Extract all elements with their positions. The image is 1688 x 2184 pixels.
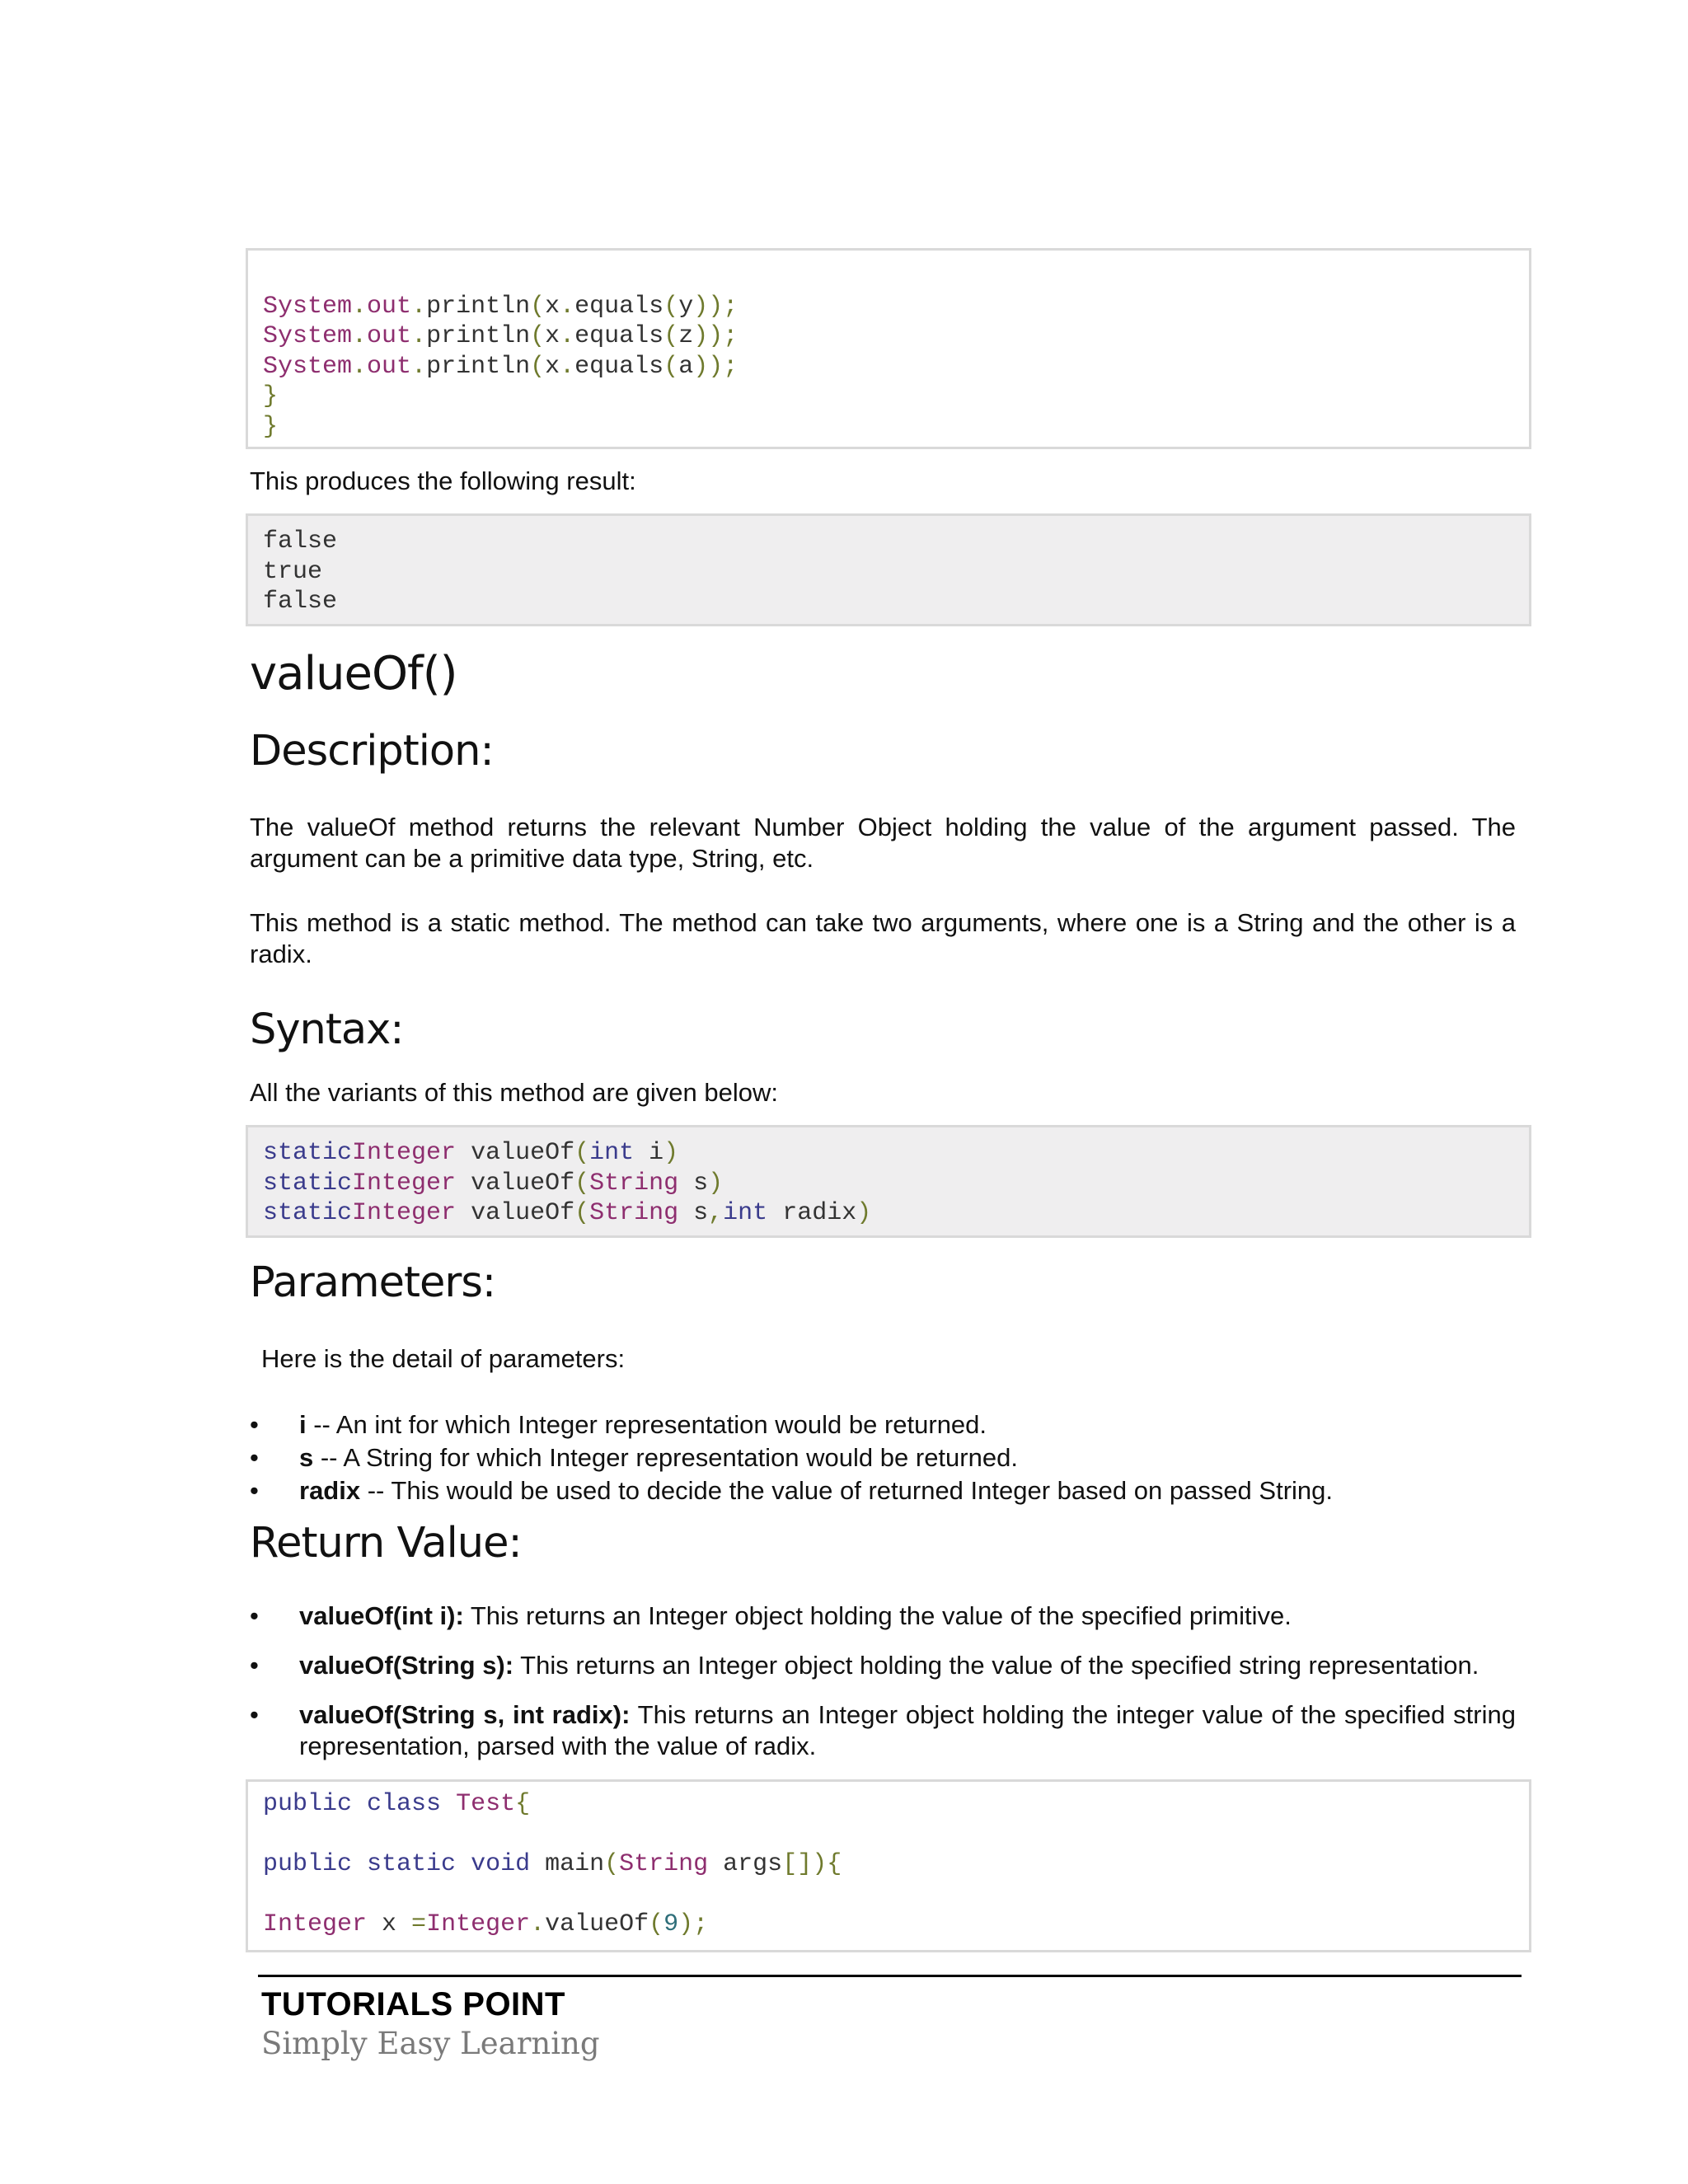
code-token <box>352 1790 367 1818</box>
output-block <box>246 513 1531 626</box>
footer-divider <box>258 1975 1522 1977</box>
code-token: System <box>263 352 353 381</box>
parameter-name: radix <box>299 1476 361 1505</box>
syntax-heading: Syntax: <box>250 1005 404 1054</box>
parameter-text: -- An int for which Integer representation would be returned. <box>306 1410 987 1439</box>
code-token: a <box>678 352 694 381</box>
code-token: println <box>426 322 531 350</box>
code-token: ( <box>574 1199 590 1227</box>
parameters-list <box>250 1409 1516 1508</box>
code-token: String <box>619 1850 709 1878</box>
code-token: true <box>263 557 323 586</box>
code-line <box>263 412 1529 443</box>
return-value-signature: valueOf(String s): <box>299 1651 514 1680</box>
return-value-text: This returns an Integer object holding the value of the specified string representation. <box>513 1651 1479 1680</box>
code-block-println <box>246 248 1531 449</box>
code-token: ( <box>663 352 679 381</box>
description-paragraph-1: The valueOf method returns the relevant Number Object holding the value of the argument passed. The argument can be a primitive data type, String, etc. <box>250 813 1516 873</box>
list-item <box>250 1601 1516 1632</box>
code-token: false <box>263 588 338 616</box>
code-token: . <box>352 322 368 350</box>
code-token: Integer <box>352 1139 457 1167</box>
footer-brand: TUTORIALS POINT <box>261 1986 565 2022</box>
parameters-heading: Parameters: <box>250 1258 496 1307</box>
output-lines <box>263 527 1529 617</box>
code-line <box>263 1910 1529 1940</box>
code-token: . <box>411 352 427 381</box>
code-token: false <box>263 527 338 555</box>
code-token: . <box>352 292 368 321</box>
code-token: public <box>263 1850 353 1878</box>
code-token: Integer <box>263 1910 368 1938</box>
code-line <box>263 382 1529 412</box>
list-item <box>250 1650 1516 1681</box>
bullet-icon: • <box>250 1601 259 1630</box>
code-lines <box>263 1789 1529 1940</box>
code-line <box>263 1169 1529 1199</box>
syntax-intro: All the variants of this method are given below: <box>250 1078 779 1107</box>
description-heading: Description: <box>250 727 494 776</box>
list-item <box>250 1475 1516 1508</box>
code-token: println <box>426 292 531 321</box>
code-token: ) <box>856 1199 872 1227</box>
code-token: x <box>367 1910 412 1938</box>
code-token: s <box>678 1169 709 1197</box>
code-token: valueOf <box>456 1139 575 1167</box>
return-value-text: This returns an Integer object holding the value of the specified primitive. <box>463 1601 1292 1630</box>
code-token: } <box>263 382 279 410</box>
code-token: static <box>367 1850 457 1878</box>
code-token: ) <box>708 1169 724 1197</box>
code-token: . <box>352 352 368 381</box>
code-token <box>352 1850 367 1878</box>
parameter-text: -- A String for which Integer representation would be returned. <box>313 1443 1018 1472</box>
code-token: . <box>560 292 575 321</box>
code-token: = <box>411 1910 427 1938</box>
list-item <box>250 1699 1516 1762</box>
code-token: } <box>263 412 279 441</box>
code-token: int <box>589 1139 635 1167</box>
return-value-signature: valueOf(int i): <box>299 1601 464 1630</box>
code-token: ( <box>663 322 679 350</box>
section-title: valueOf() <box>250 647 457 701</box>
code-token: ); <box>678 1910 709 1938</box>
code-line <box>263 557 1529 588</box>
code-token: . <box>560 352 575 381</box>
code-token: out <box>367 352 412 381</box>
code-token: println <box>426 352 531 381</box>
syntax-code-block <box>246 1125 1531 1238</box>
code-token: public <box>263 1790 353 1818</box>
code-token: x <box>545 292 560 321</box>
code-token: equals <box>574 352 664 381</box>
code-token: x <box>545 352 560 381</box>
code-token: { <box>515 1790 531 1818</box>
code-token: main <box>530 1850 605 1878</box>
return-value-heading: Return Value: <box>250 1519 522 1568</box>
code-line <box>263 1789 1529 1820</box>
code-token: Integer <box>426 1910 531 1938</box>
code-token: ( <box>574 1139 590 1167</box>
bullet-icon: • <box>250 1700 259 1729</box>
description-paragraph-2: This method is a static method. The method can take two arguments, where one is a String and the other is a radix. <box>250 908 1516 968</box>
code-token: z <box>678 322 694 350</box>
code-line <box>263 1198 1529 1229</box>
code-token: []){ <box>782 1850 842 1878</box>
code-token: 9 <box>663 1910 679 1938</box>
code-token: args <box>708 1850 783 1878</box>
code-line <box>263 1138 1529 1169</box>
code-line <box>263 321 1529 352</box>
parameter-name: i <box>299 1410 307 1439</box>
code-line <box>263 261 1529 292</box>
code-lines <box>263 261 1529 442</box>
code-block-test-class <box>246 1779 1531 1952</box>
code-token: . <box>530 1910 546 1938</box>
code-line <box>263 292 1529 322</box>
code-token: x <box>545 322 560 350</box>
code-token <box>441 1790 456 1818</box>
bullet-icon: • <box>250 1651 259 1680</box>
code-line <box>263 587 1529 617</box>
return-value-signature: valueOf(String s, int radix): <box>299 1700 631 1729</box>
code-token: ) <box>663 1139 679 1167</box>
code-token: static <box>263 1199 353 1227</box>
return-value-list <box>250 1601 1516 1762</box>
code-token: )); <box>693 292 738 321</box>
code-token: radix <box>767 1199 857 1227</box>
bullet-icon: • <box>250 1443 259 1472</box>
parameter-name: s <box>299 1443 314 1472</box>
code-token: s <box>678 1199 709 1227</box>
code-token: ( <box>574 1169 590 1197</box>
code-token: equals <box>574 292 664 321</box>
code-token: out <box>367 292 412 321</box>
code-token: String <box>589 1199 679 1227</box>
code-line <box>263 1820 1529 1850</box>
syntax-lines <box>263 1138 1529 1229</box>
code-token: valueOf <box>456 1169 575 1197</box>
code-line <box>263 1849 1529 1880</box>
code-token: valueOf <box>456 1199 575 1227</box>
code-token: . <box>560 322 575 350</box>
code-token: . <box>411 322 427 350</box>
code-token: ( <box>530 292 546 321</box>
bullet-icon: • <box>250 1410 259 1439</box>
result-intro: This produces the following result: <box>250 466 636 495</box>
code-token: ( <box>604 1850 620 1878</box>
code-token: ( <box>649 1910 664 1938</box>
code-token: ( <box>530 352 546 381</box>
return-value-text: This returns an Integer object holding the integer value of the specified string representation, parsed with the value of radix. <box>299 1700 1516 1760</box>
code-token: void <box>471 1850 531 1878</box>
code-token: )); <box>693 352 738 381</box>
code-line <box>263 1880 1529 1910</box>
code-token: ( <box>663 292 679 321</box>
code-token: Integer <box>352 1169 457 1197</box>
code-token: String <box>589 1169 679 1197</box>
list-item <box>250 1442 1516 1475</box>
code-token: , <box>708 1199 724 1227</box>
list-item <box>250 1409 1516 1442</box>
code-token: static <box>263 1139 353 1167</box>
code-token: i <box>634 1139 664 1167</box>
code-token: int <box>723 1199 768 1227</box>
code-token: Test <box>456 1790 516 1818</box>
code-token: Integer <box>352 1199 457 1227</box>
code-token: valueOf <box>545 1910 649 1938</box>
code-token: ( <box>530 322 546 350</box>
code-line <box>263 352 1529 382</box>
code-token: y <box>678 292 694 321</box>
bullet-icon: • <box>250 1476 259 1505</box>
code-token <box>456 1850 471 1878</box>
code-token: out <box>367 322 412 350</box>
code-line <box>263 527 1529 557</box>
code-token: )); <box>693 322 738 350</box>
code-token: . <box>411 292 427 321</box>
code-token: System <box>263 322 353 350</box>
parameter-text: -- This would be used to decide the value of returned Integer based on passed String. <box>360 1476 1334 1505</box>
parameters-intro: Here is the detail of parameters: <box>261 1344 626 1373</box>
code-token: class <box>367 1790 442 1818</box>
footer-tagline: Simply Easy Learning <box>261 2026 600 2061</box>
code-token: System <box>263 292 353 321</box>
code-token: static <box>263 1169 353 1197</box>
code-token: equals <box>574 322 664 350</box>
